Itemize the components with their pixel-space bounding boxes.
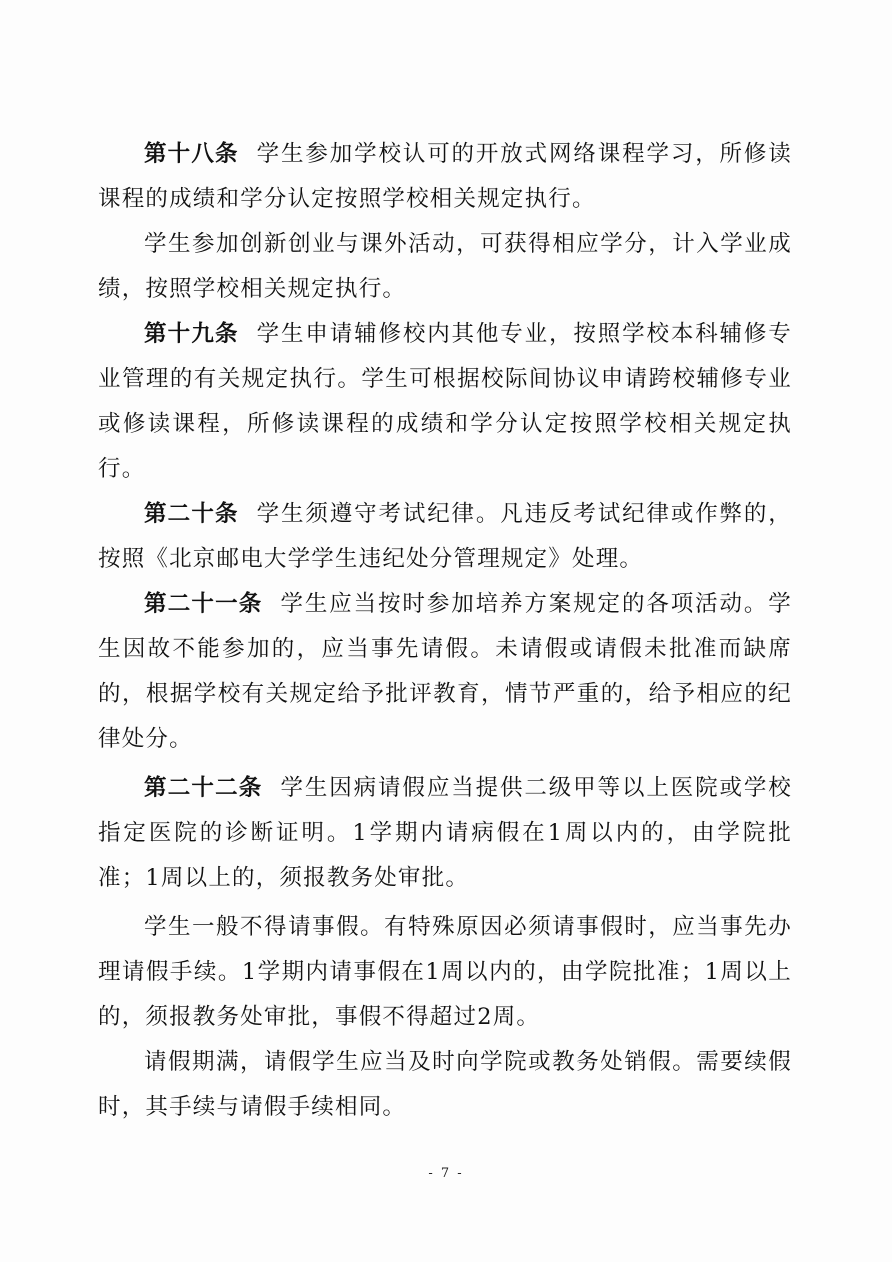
paragraph-text: 学生一般不得请事假。有特殊原因必须请事假时，应当事先办理请假手续。1学期内请事假在1周以内的，由学院批准；1周以上的，须报教务处审批，事假不得超过2周。 — [98, 914, 792, 1030]
paragraph-text: 学生应当按时参加培养方案规定的各项活动。学生因故不能参加的，应当事先请假。未请假或请假未批准而缺席的，根据学校有关规定给予批评教育，情节严重的，给予相应的纪律处分。 — [98, 591, 792, 752]
paragraph-article-21 — [98, 582, 792, 762]
paragraph-article-22 — [98, 766, 792, 901]
paragraph-article-20 — [98, 492, 792, 582]
paragraph-text: 学生参加创新创业与课外活动，可获得相应学分，计入学业成绩，按照学校相关规定执行。 — [98, 231, 792, 302]
paragraph-article-18 — [98, 132, 792, 222]
article-heading: 第二十条 — [144, 501, 239, 527]
article-heading: 第二十一条 — [144, 591, 263, 617]
paragraph-text: 学生因病请假应当提供二级甲等以上医院或学校指定医院的诊断证明。1学期内请病假在1周以内的，由学院批准；1周以上的，须报教务处审批。 — [98, 775, 792, 891]
document-body — [98, 132, 792, 1130]
paragraph-text: 学生须遵守考试纪律。凡违反考试纪律或作弊的，按照《北京邮电大学学生违纪处分管理规定》处理。 — [98, 501, 792, 572]
paragraph-text: 请假期满，请假学生应当及时向学院或教务处销假。需要续假时，其手续与请假手续相同。 — [98, 1049, 792, 1120]
paragraph-article-19 — [98, 312, 792, 492]
paragraph-article-22-personal-leave — [98, 905, 792, 1040]
paragraph-text: 学生参加学校认可的开放式网络课程学习，所修读课程的成绩和学分认定按照学校相关规定执行。 — [98, 141, 792, 212]
paragraph-article-22-leave-end — [98, 1040, 792, 1130]
paragraph-text: 学生申请辅修校内其他专业，按照学校本科辅修专业管理的有关规定执行。学生可根据校际间协议申请跨校辅修专业或修读课程，所修读课程的成绩和学分认定按照学校相关规定执行。 — [98, 321, 792, 482]
paragraph-article-18-continued — [98, 222, 792, 312]
article-heading: 第十八条 — [144, 141, 239, 167]
page-number: - 7 - — [428, 1166, 464, 1181]
article-heading: 第十九条 — [144, 321, 239, 347]
article-heading: 第二十二条 — [144, 775, 263, 801]
